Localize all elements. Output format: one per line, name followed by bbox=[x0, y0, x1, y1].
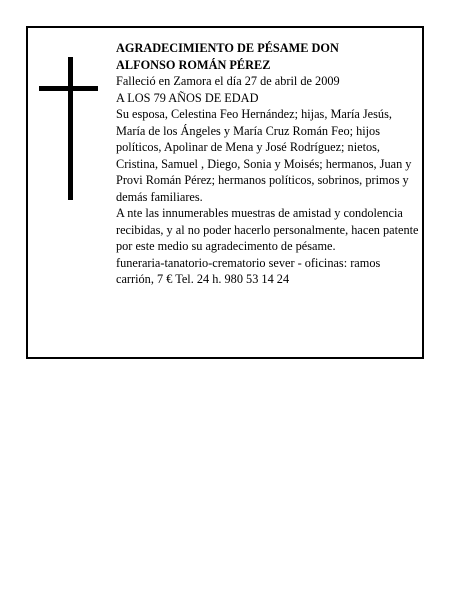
gratitude-message: A nte las innumerables muestras de amistad y condolencia recibidas, y al no poder hacerlo personalmente, hacen patente por este medio su agradecimento de pésame. bbox=[116, 206, 419, 253]
notice-title-line2: ALFONSO ROMÁN PÉREZ bbox=[116, 57, 271, 72]
notice-title-line1: AGRADECIMIENTO DE PÉSAME DON bbox=[116, 41, 339, 55]
cross-horizontal-bar bbox=[39, 86, 98, 91]
funeral-home-info: funeraria-tanatorio-crematorio sever - oficinas: ramos carrión, 7 € Tel. 24 h. 980 53 14 24 bbox=[116, 255, 381, 286]
death-info: Falleció en Zamora el día 27 de abril de 2009 bbox=[116, 74, 340, 88]
obituary-notice bbox=[26, 26, 424, 359]
family-list: Su esposa, Celestina Feo Hernández; hijas, María Jesús, María de los Ángeles y María Cruz Román Feo; hijos políticos, Apolinar de Mena y José Rodríguez; nietos, Cristina, Samuel , Diego, Sonia y Moisés; hermanos, Juan y Provi Román Pérez; hermanos políticos, sobrinos, primos y demás familiares. bbox=[116, 107, 412, 204]
cross-vertical-bar bbox=[68, 57, 73, 200]
notice-text bbox=[116, 40, 420, 288]
age-line: A LOS 79 AÑOS DE EDAD bbox=[116, 90, 259, 105]
